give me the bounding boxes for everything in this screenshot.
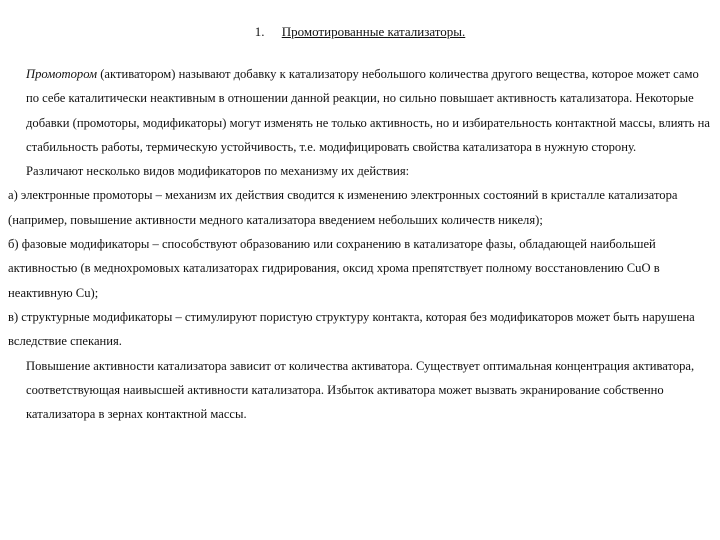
section-title: Промотированные катализаторы. <box>281 24 466 39</box>
paragraph-promoter-text: (активатором) называют добавку к катализатору небольшого количества другого вещества, которое может само по себе каталитически неактивным в отношении данной реакции, но сильно повышает активность катализатора. Некоторые добавки (промоторы, модификаторы) могут изменять не только активность, но и избирательность контактной массы, влиять на стабильность работы, термическую устойчивость, т.е. модифицировать свойства катализатора в нужную сторону. <box>26 67 710 154</box>
section-number: 1. <box>254 24 265 39</box>
list-item-phase-modifiers: б) фазовые модификаторы – способствуют образованию или сохранению в катализаторе фазы, обладающей наибольшей активностью (в меднохромовых катализаторах гидрирования, оксид хрома препятствует полному восстановлению CuO в неактивную Cu); <box>8 237 660 300</box>
paragraph-activator-concentration: Повышение активности катализатора зависит от количества активатора. Существует оптимальная концентрация активатора, соответствующая наивысшей активности катализатора. Избыток активатора может вызвать экранирование собственно катализатора в зернах контактной массы. <box>26 358 695 422</box>
document-body <box>8 62 712 426</box>
paragraph-modifier-types-intro: Различают несколько видов модификаторов по механизму их действия: <box>26 164 410 179</box>
list-item-structural-modifiers: в) структурные модификаторы – стимулируют пористую структуру контакта, которая без модификаторов может быть нарушена вследствие спекания. <box>8 309 695 349</box>
paragraph-promoter-definition <box>8 62 712 159</box>
section-heading <box>0 22 720 42</box>
list-item-electronic-promoters: а) электронные промоторы – механизм их действия сводится к изменению электронных состояний в кристалле катализатора (например, повышение активности медного катализатора введением небольших количеств никеля); <box>8 188 678 227</box>
term-promoter: Промотором <box>26 67 98 81</box>
